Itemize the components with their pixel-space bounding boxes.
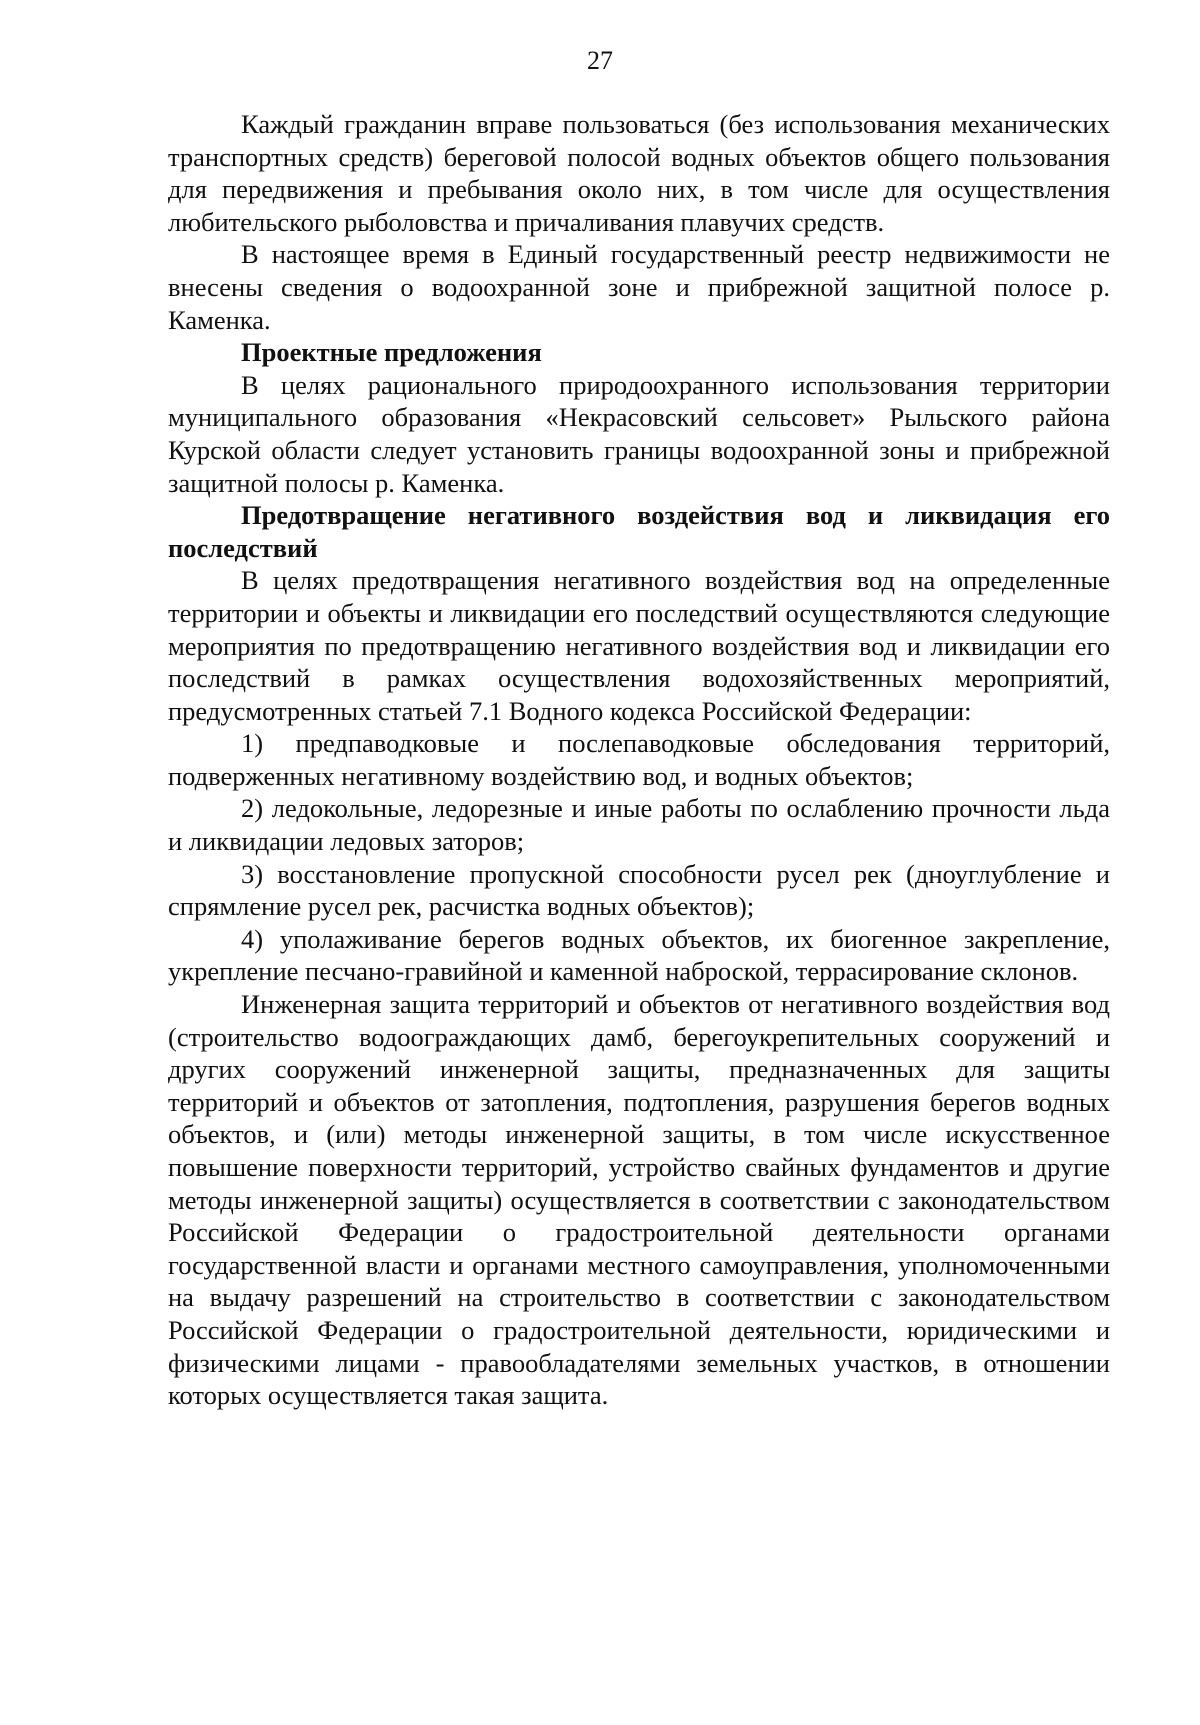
document-body — [168, 108, 1110, 1412]
paragraph-registry: В настоящее время в Единый государственный реестр недвижимости не внесены сведения о водоохранной зоне и прибрежной защитной полосе р. Каменка. — [168, 239, 1110, 335]
list-item: 3) восстановление пропускной способности русел рек (дноуглубление и спрямление русел рек, расчистка водных объектов); — [168, 858, 1110, 922]
page-number: 27 — [587, 46, 613, 75]
list-item: 2) ледокольные, ледорезные и иные работы по ослаблению прочности льда и ликвидации ледовых заторов; — [168, 793, 1110, 857]
heading-negative-impact: Предотвращение негативного воздействия вод и ликвидация его последствий — [168, 500, 1110, 563]
paragraph-proposals: В целях рационального природоохранного использования территории муниципального образования «Некрасовский сельсовет» Рыльского района Курской области следует установить границы водоохранной зоны и прибрежной защитной полосы р. Каменка. — [168, 369, 1110, 498]
list-item: 4) уполаживание берегов водных объектов, их биогенное закрепление, укрепление песчано-гравийной и каменной наброской, террасирование склонов. — [168, 923, 1110, 987]
heading-project-proposals: Проектные предложения — [241, 337, 542, 368]
paragraph-engineering-protection: Инженерная защита территорий и объектов от негативного воздействия вод (строительство водоограждающих дамб, берегоукрепительных сооружений и других сооружений инженерной защиты, предназначенных для защиты территорий и объектов от затопления, подтопления, разрушения берегов водных объектов, и (или) методы инженерной защиты, в том числе искусственное повышение поверхности территорий, устройство свайных фундаментов и другие методы инженерной защиты) осуществляется в соответствии с законодательством Российской Федерации о градостроительной деятельности органами государственной власти и органами местного самоуправления, уполномоченными на выдачу разрешений на строительство в соответствии с законодательством Российской Федерации о градостроительной деятельности, юридическими и физическими лицами - правообладателями земельных участков, в отношении которых осуществляется такая защита. — [168, 989, 1110, 1411]
list-item: 1) предпаводковые и послепаводковые обследования территорий, подверженных негативному воздействию вод, и водных объектов; — [168, 728, 1110, 791]
paragraph-measures-intro: В целях предотвращения негативного воздействия вод на определенные территории и объекты и ликвидации его последствий осуществляются следующие мероприятия по предотвращению негативного воздействия вод и ликвидации его последствий в рамках осуществления водохозяйственных мероприятий, предусмотренных статьей 7.1 Водного кодекса Российской Федерации: — [168, 565, 1110, 726]
paragraph-shore-use: Каждый гражданин вправе пользоваться (без использования механических транспортных средств) береговой полосой водных объектов общего пользования для передвижения и пребывания около них, в том числе для осуществления любительского рыболовства и причаливания плавучих средств. — [168, 109, 1110, 237]
